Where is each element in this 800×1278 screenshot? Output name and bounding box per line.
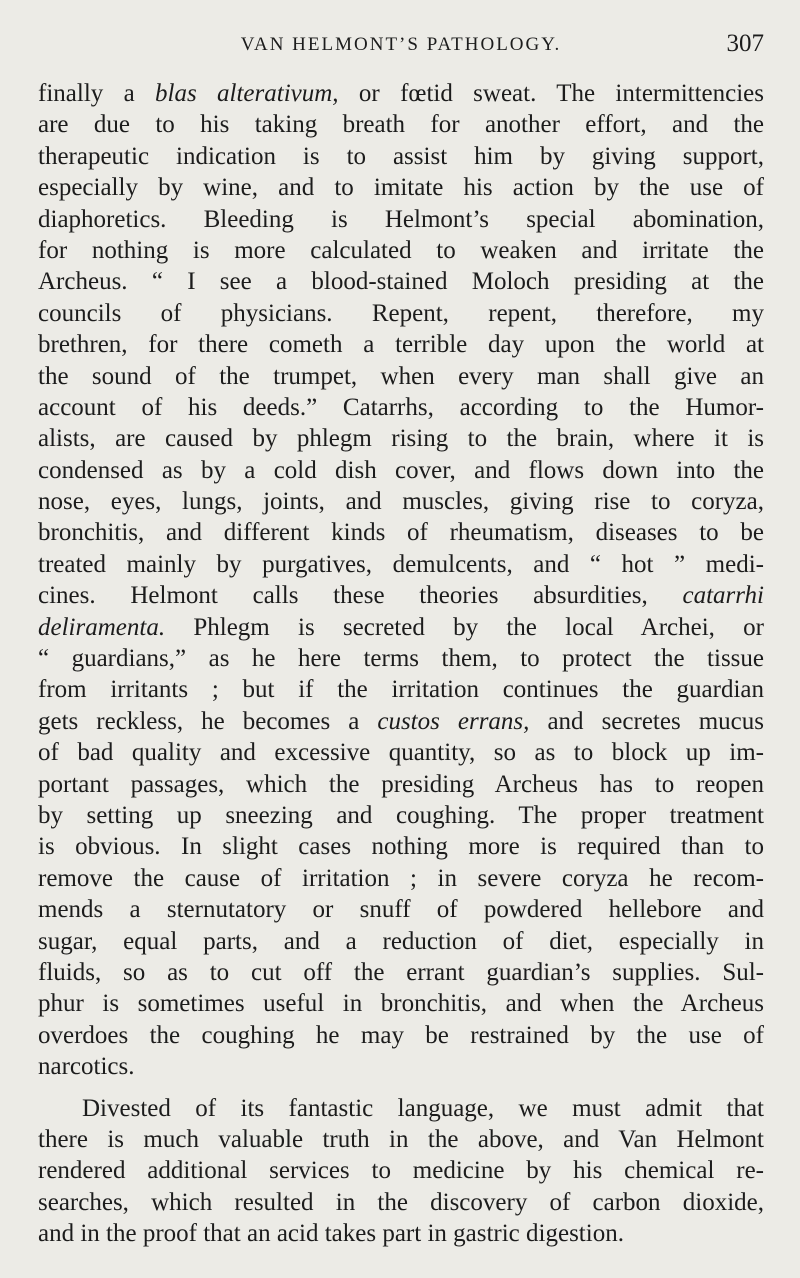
text-line	[38, 298, 764, 329]
text-line	[38, 109, 764, 140]
text-run: finally a	[38, 80, 156, 107]
text-line	[38, 831, 764, 862]
text-run: cines. Helmont calls these theories absurdities,	[38, 582, 683, 610]
text-run: overdoes the coughing he may be restrained by the use of	[38, 1021, 764, 1049]
text-run: of bad quality and excessive quantity, so as to block up im-	[38, 739, 764, 767]
body-text	[38, 78, 764, 1249]
text-line	[38, 894, 764, 925]
text-run: councils of physicians. Repent, repent, therefore, my	[38, 299, 764, 327]
text-run: account of his deeds.” Catarrhs, according to the Humor-	[38, 393, 764, 421]
text-line	[38, 926, 764, 957]
text-run: and secretes mucus	[529, 707, 764, 735]
text-run: Divested of its fantastic language, we must admit that	[82, 1094, 764, 1122]
text-line	[38, 1051, 764, 1082]
text-line	[38, 800, 764, 831]
text-run: by setting up sneezing and coughing. The proper treatment	[38, 801, 764, 829]
text-line	[38, 486, 764, 517]
text-run: therapeutic indication is to assist him by giving support,	[38, 142, 764, 170]
text-run: there is much valuable truth in the above, and Van Helmont	[38, 1125, 764, 1153]
text-line	[38, 737, 764, 768]
text-line	[38, 580, 764, 611]
text-line	[38, 988, 764, 1019]
text-line	[38, 1187, 764, 1218]
text-run: or fœtid sweat. The intermittencies	[338, 80, 764, 107]
text-line	[38, 329, 764, 360]
text-run: gets reckless, he becomes a	[38, 707, 378, 735]
text-line	[38, 392, 764, 423]
text-line	[38, 172, 764, 203]
text-run: treated mainly by purgatives, demulcents, and “ hot ” medi-	[38, 550, 764, 578]
text-line	[38, 957, 764, 988]
text-run: especially by wine, and to imitate his action by the use of	[38, 174, 764, 202]
italic-term: custos errans,	[377, 707, 530, 735]
text-run: brethren, for there cometh a terrible day upon the world at	[38, 331, 764, 359]
paragraph	[38, 1093, 764, 1250]
text-run: is obvious. In slight cases nothing more is required than to	[38, 833, 764, 861]
text-run: nose, eyes, lungs, joints, and muscles, giving rise to coryza,	[38, 488, 764, 516]
text-line	[38, 674, 764, 705]
text-line	[38, 204, 764, 235]
text-line	[38, 863, 764, 894]
text-line	[38, 1155, 764, 1186]
paragraph-gap	[38, 1083, 764, 1093]
text-run: bronchitis, and different kinds of rheumatism, diseases to be	[38, 519, 764, 547]
text-line	[38, 549, 764, 580]
running-head	[38, 30, 764, 64]
text-run: Phlegm is secreted by the local Archei, or	[165, 613, 764, 641]
text-run: Archeus. “ I see a blood-stained Moloch presiding at the	[38, 268, 764, 296]
italic-term: catarrhi	[682, 582, 764, 610]
text-run: remove the cause of irritation ; in severe coryza he recom-	[38, 864, 764, 892]
text-line	[38, 1093, 764, 1124]
text-run: condensed as by a cold dish cover, and flows down into the	[38, 456, 764, 484]
text-line	[38, 361, 764, 392]
running-title: VAN HELMONT’S PATHOLOGY.	[240, 34, 562, 55]
text-run: fluids, so as to cut off the errant guardian’s supplies. Sul-	[38, 958, 764, 986]
text-line	[38, 1020, 764, 1051]
paragraph	[38, 78, 764, 1083]
page-number: 307	[726, 30, 764, 57]
text-run: diaphoretics. Bleeding is Helmont’s special abomination,	[38, 205, 764, 233]
text-line	[38, 643, 764, 674]
text-line	[38, 266, 764, 297]
text-line	[38, 423, 764, 454]
text-line	[38, 706, 764, 737]
text-line	[38, 141, 764, 172]
italic-term: deliramenta.	[38, 613, 166, 641]
text-line	[38, 1218, 764, 1249]
text-line	[38, 612, 764, 643]
text-run: narcotics.	[38, 1053, 135, 1081]
text-run: for nothing is more calculated to weaken and irritate the	[38, 236, 764, 264]
text-line	[38, 1124, 764, 1155]
text-run: sugar, equal parts, and a reduction of diet, especially in	[38, 927, 764, 955]
text-run: searches, which resulted in the discovery of carbon dioxide,	[38, 1188, 764, 1216]
italic-term: blas alterativum,	[155, 80, 339, 107]
text-line	[38, 455, 764, 486]
text-run: from irritants ; but if the irritation continues the guardian	[38, 676, 764, 704]
text-run: are due to his taking breath for another effort, and the	[38, 111, 764, 139]
text-line	[38, 235, 764, 266]
text-run: phur is sometimes useful in bronchitis, and when the Archeus	[38, 990, 764, 1018]
text-run: and in the proof that an acid takes part in gastric digestion.	[38, 1220, 624, 1248]
text-run: alists, are caused by phlegm rising to the brain, where it is	[38, 425, 764, 453]
text-run: “ guardians,” as he here terms them, to protect the tissue	[38, 645, 764, 673]
text-line	[38, 769, 764, 800]
text-run: portant passages, which the presiding Archeus has to reopen	[38, 770, 764, 798]
text-run: mends a sternutatory or snuff of powdered hellebore and	[38, 896, 764, 924]
text-line	[38, 78, 764, 109]
text-run: the sound of the trumpet, when every man shall give an	[38, 362, 764, 390]
text-line	[38, 517, 764, 548]
text-run: rendered additional services to medicine by his chemical re-	[38, 1157, 764, 1185]
